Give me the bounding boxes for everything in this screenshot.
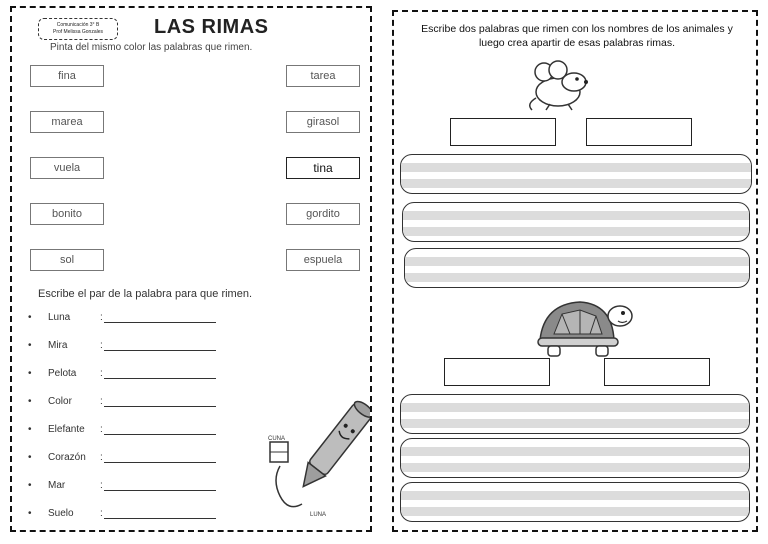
writing-lines[interactable] (400, 154, 752, 194)
instruction-pairs: Escribe el par de la palabra para que rimen. (38, 288, 253, 300)
word-box-left[interactable]: fina (30, 65, 104, 87)
worksheet-right (392, 10, 758, 532)
word-box-right[interactable]: espuela (286, 249, 360, 271)
answer-line[interactable] (104, 462, 216, 463)
instruction-color: Pinta del mismo color las palabras que rimen. (50, 42, 253, 53)
answer-line[interactable] (104, 378, 216, 379)
pair-word: Suelo (48, 508, 74, 519)
bullet: • (28, 340, 32, 351)
pair-colon: : (100, 424, 103, 435)
instruction-animals: Escribe dos palabras que rimen con los nombres de los animales y luego crea apartir de esas palabras rimas. (421, 23, 733, 49)
bullet: • (28, 424, 32, 435)
pair-colon: : (100, 368, 103, 379)
animal-word-box[interactable] (604, 358, 710, 386)
answer-line[interactable] (104, 490, 216, 491)
badge-line-1: Comunicación 3° B (56, 22, 100, 28)
bullet: • (28, 312, 32, 323)
word-box-right[interactable]: tarea (286, 65, 360, 87)
worksheet-left (10, 6, 372, 532)
word-box-left[interactable]: vuela (30, 157, 104, 179)
pair-word: Color (48, 396, 72, 407)
bullet: • (28, 480, 32, 491)
word-box-right[interactable]: girasol (286, 111, 360, 133)
pair-colon: : (100, 508, 103, 519)
pair-colon: : (100, 480, 103, 491)
pair-colon: : (100, 312, 103, 323)
animal-word-box[interactable] (444, 358, 550, 386)
bullet: • (28, 508, 32, 519)
animal-word-box[interactable] (450, 118, 556, 146)
pair-word: Elefante (48, 424, 85, 435)
answer-line[interactable] (104, 322, 216, 323)
answer-line[interactable] (104, 434, 216, 435)
bullet: • (28, 452, 32, 463)
word-box-left[interactable]: bonito (30, 203, 104, 225)
pair-colon: : (100, 340, 103, 351)
pair-colon: : (100, 396, 103, 407)
answer-line[interactable] (104, 350, 216, 351)
bullet: • (28, 368, 32, 379)
page-title: LAS RIMAS (154, 16, 269, 38)
bullet: • (28, 396, 32, 407)
pair-word: Mira (48, 340, 68, 351)
pair-word: Corazón (48, 452, 86, 463)
mouse-icon (524, 60, 596, 112)
pair-word: Luna (48, 312, 71, 323)
turtle-icon (534, 294, 634, 364)
word-box-left[interactable]: sol (30, 249, 104, 271)
word-box-right[interactable]: gordito (286, 203, 360, 225)
writing-lines[interactable] (402, 202, 750, 242)
writing-lines[interactable] (400, 438, 750, 478)
badge-line-2: Prof Melissa Gonzales (52, 29, 104, 35)
crayon-illustration (258, 400, 370, 522)
word-box-right[interactable]: tina (286, 157, 360, 179)
writing-lines[interactable] (400, 482, 750, 522)
course-badge (38, 18, 118, 40)
writing-lines[interactable] (404, 248, 750, 288)
word-box-left[interactable]: marea (30, 111, 104, 133)
pair-word: Mar (48, 480, 66, 491)
answer-line[interactable] (104, 406, 216, 407)
pair-colon: : (100, 452, 103, 463)
animal-word-box[interactable] (586, 118, 692, 146)
pair-word: Pelota (48, 368, 77, 379)
answer-line[interactable] (104, 518, 216, 519)
crayon-luna-label: LUNA (310, 512, 327, 518)
crayon-cuna-label: CUNA (268, 436, 286, 442)
writing-lines[interactable] (400, 394, 750, 434)
